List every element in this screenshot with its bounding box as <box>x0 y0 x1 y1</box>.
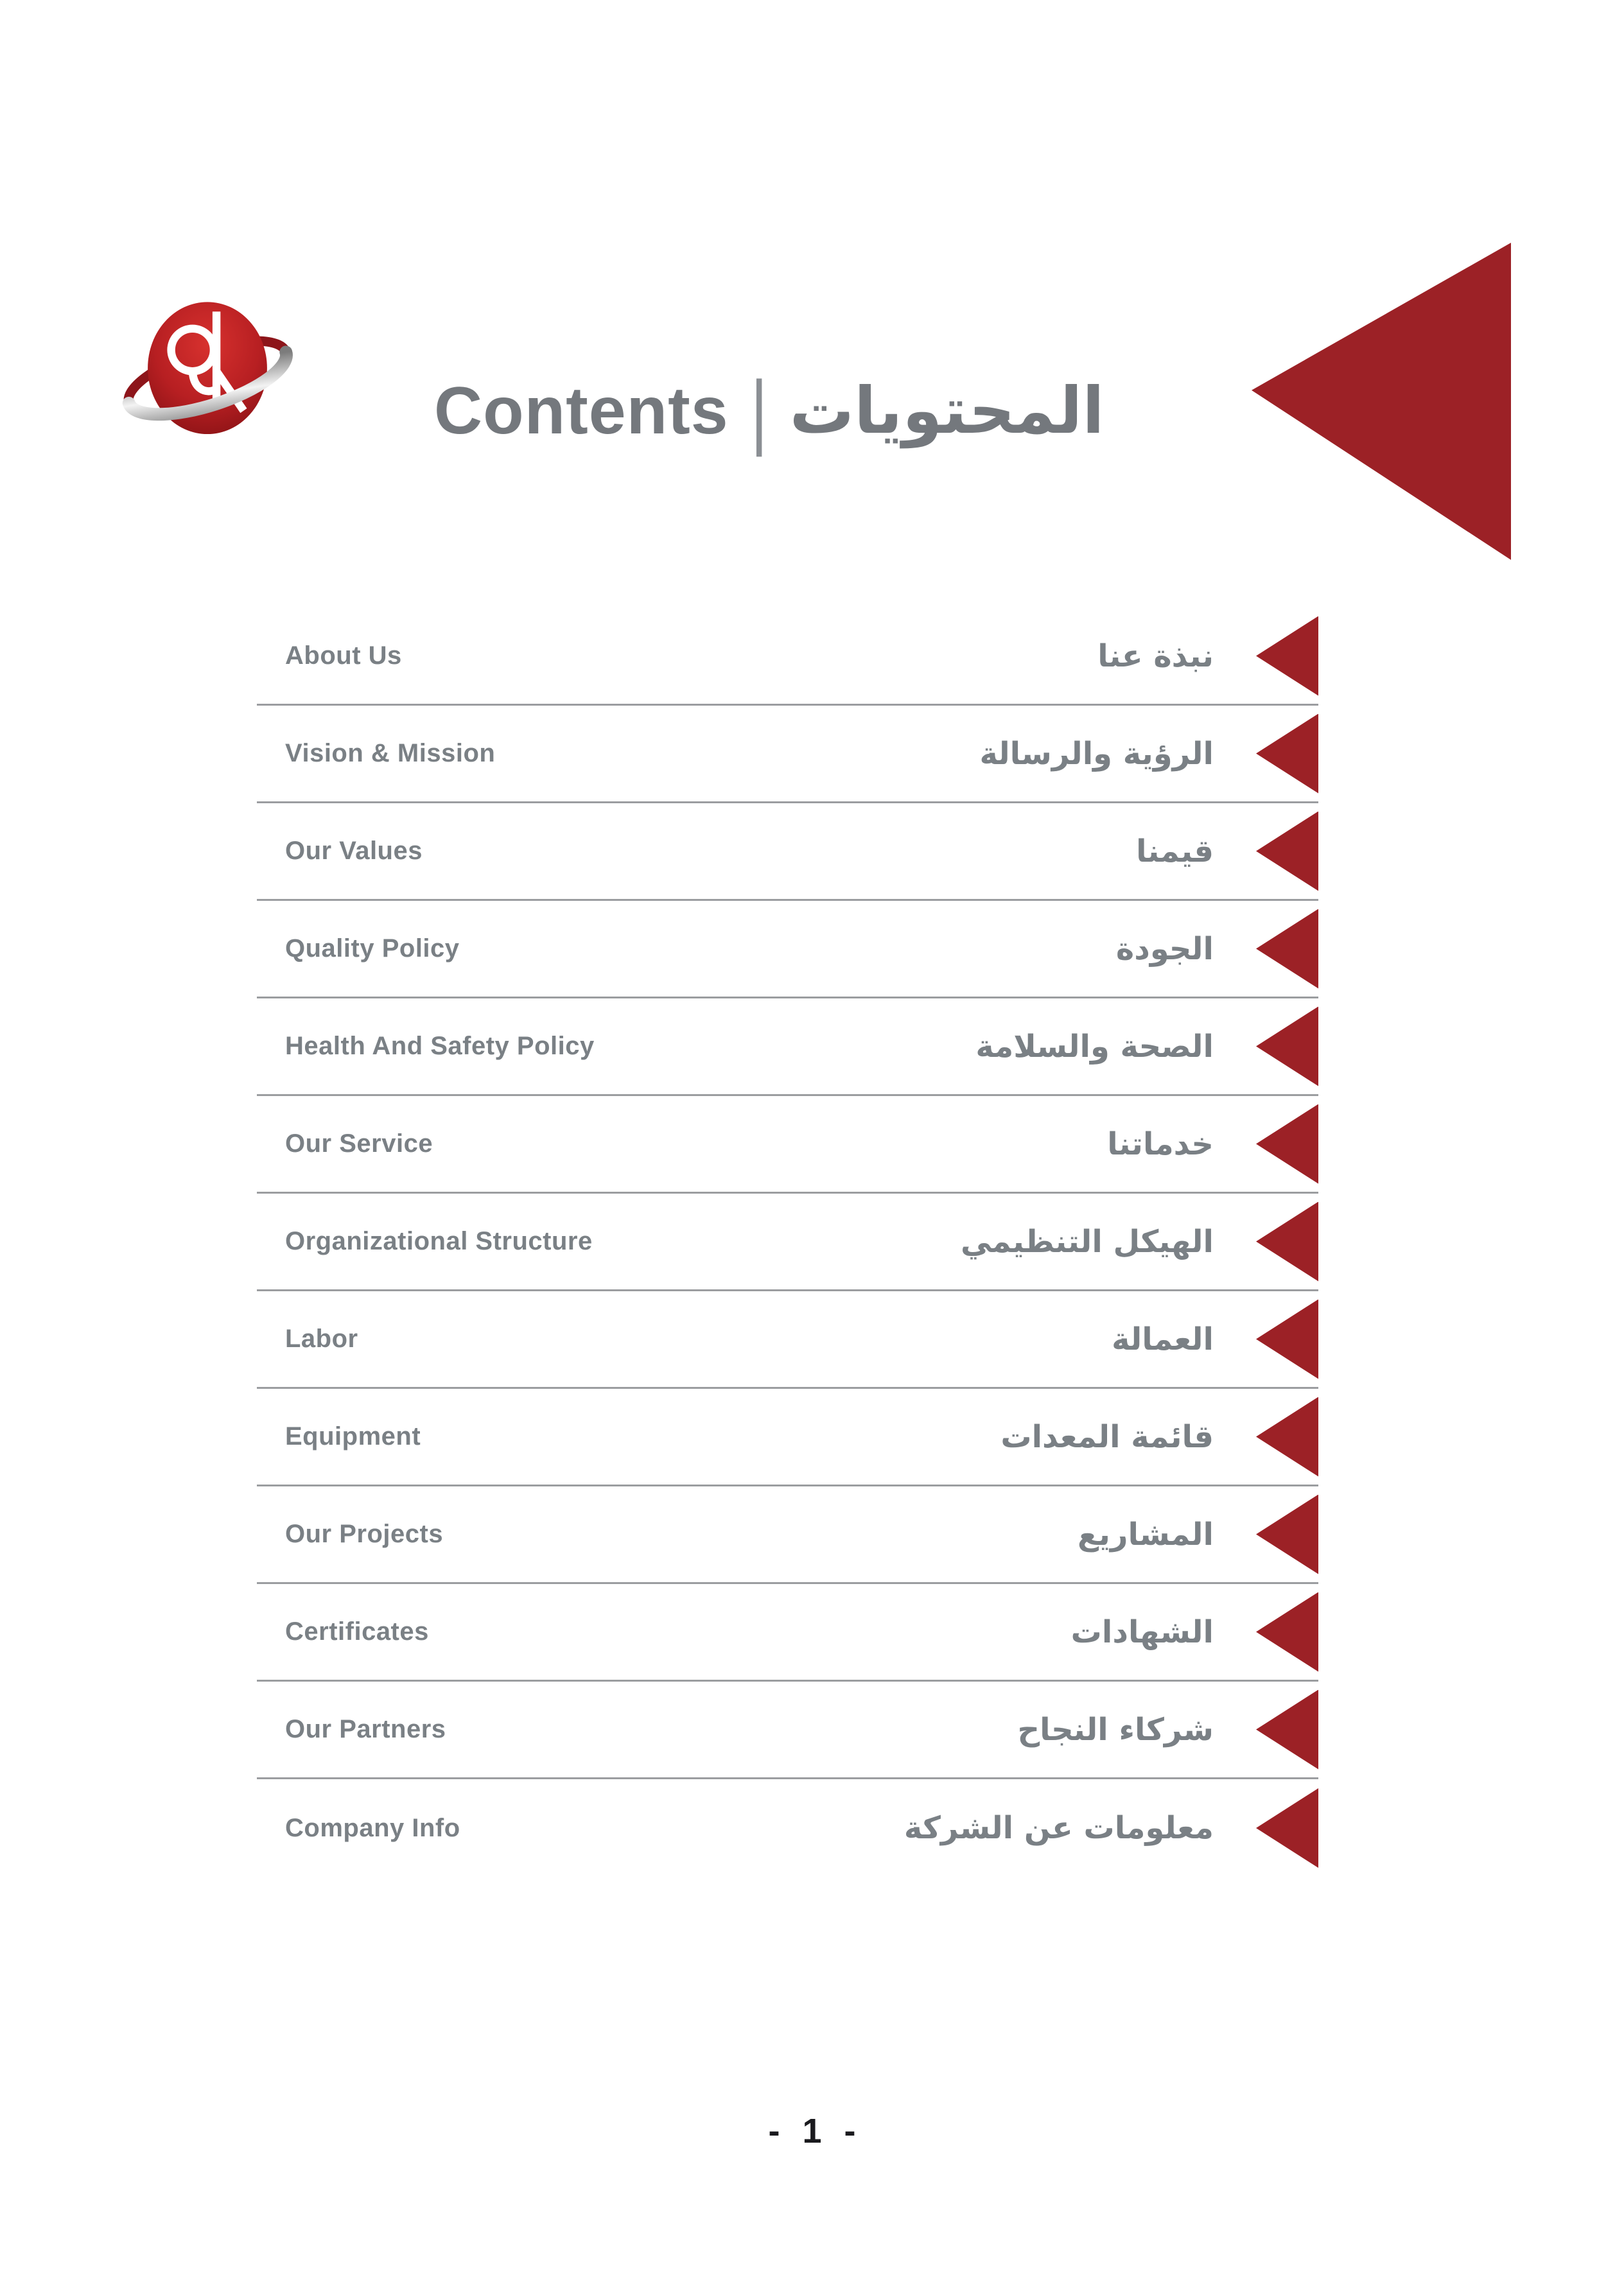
toc-row[interactable] <box>257 1096 1318 1194</box>
toc-arrow-icon <box>1256 714 1318 794</box>
toc-arrow-icon <box>1256 1300 1318 1379</box>
toc-item-label-arabic: شركاء النجاح <box>1017 1711 1214 1748</box>
toc-arrow-icon <box>1256 1104 1318 1184</box>
toc-row[interactable] <box>257 1584 1318 1682</box>
toc-arrow-icon <box>1256 616 1318 696</box>
toc-item-label-english: Certificates <box>285 1617 429 1646</box>
table-of-contents <box>257 608 1318 1877</box>
page-title <box>434 347 1104 475</box>
company-logo <box>117 276 298 467</box>
toc-item-label-english: About Us <box>285 641 402 670</box>
page-number: - 1 - <box>768 2112 856 2150</box>
toc-item-label-english: Our Values <box>285 837 423 865</box>
toc-row[interactable] <box>257 1194 1318 1291</box>
title-separator: | <box>750 364 768 458</box>
toc-row[interactable] <box>257 998 1318 1096</box>
decorative-triangle <box>1252 243 1511 560</box>
title-arabic: المحتويات <box>789 373 1104 448</box>
toc-item-label-arabic: قائمة المعدات <box>1000 1418 1214 1455</box>
toc-arrow-icon <box>1256 1202 1318 1282</box>
toc-arrow-icon <box>1256 909 1318 989</box>
toc-row[interactable] <box>257 1682 1318 1779</box>
toc-arrow-icon <box>1256 1007 1318 1086</box>
toc-item-label-arabic: المشاريع <box>1078 1516 1214 1553</box>
toc-arrow-icon <box>1256 1788 1318 1868</box>
toc-row[interactable] <box>257 1779 1318 1877</box>
toc-item-label-english: Company Info <box>285 1813 460 1842</box>
toc-row[interactable] <box>257 1389 1318 1486</box>
toc-item-label-english: Vision & Mission <box>285 739 496 767</box>
toc-row[interactable] <box>257 1486 1318 1584</box>
toc-item-label-english: Labor <box>285 1325 358 1353</box>
globe-swoosh-logo-icon <box>117 276 298 467</box>
toc-item-label-arabic: الشهادات <box>1070 1614 1214 1650</box>
toc-item-label-arabic: العمالة <box>1112 1321 1214 1357</box>
toc-arrow-icon <box>1256 1592 1318 1672</box>
toc-item-label-arabic: الصحة والسلامة <box>975 1028 1214 1065</box>
toc-item-label-arabic: معلومات عن الشركة <box>904 1810 1214 1846</box>
toc-row[interactable] <box>257 608 1318 706</box>
toc-arrow-icon <box>1256 1690 1318 1770</box>
toc-item-label-arabic: الرؤية والرسالة <box>979 735 1214 772</box>
toc-row[interactable] <box>257 803 1318 901</box>
toc-item-label-arabic: خدماتنا <box>1107 1126 1214 1162</box>
toc-item-label-arabic: الجودة <box>1115 930 1214 967</box>
toc-arrow-icon <box>1256 1397 1318 1477</box>
toc-item-label-english: Organizational Structure <box>285 1227 593 1255</box>
toc-arrow-icon <box>1256 1495 1318 1574</box>
toc-row[interactable] <box>257 706 1318 803</box>
title-english: Contents <box>434 374 729 448</box>
toc-item-label-english: Our Projects <box>285 1520 444 1548</box>
toc-row[interactable] <box>257 901 1318 998</box>
toc-item-label-english: Equipment <box>285 1422 421 1450</box>
toc-item-label-arabic: الهيكل التنظيمي <box>961 1223 1214 1260</box>
toc-item-label-arabic: نبذة عنا <box>1097 638 1214 674</box>
toc-item-label-english: Our Partners <box>285 1715 446 1743</box>
toc-item-label-english: Quality Policy <box>285 934 460 962</box>
toc-arrow-icon <box>1256 812 1318 891</box>
toc-item-label-english: Health And Safety Policy <box>285 1032 595 1060</box>
toc-item-label-english: Our Service <box>285 1129 433 1158</box>
toc-item-label-arabic: قيمنا <box>1136 833 1214 869</box>
toc-row[interactable] <box>257 1291 1318 1389</box>
